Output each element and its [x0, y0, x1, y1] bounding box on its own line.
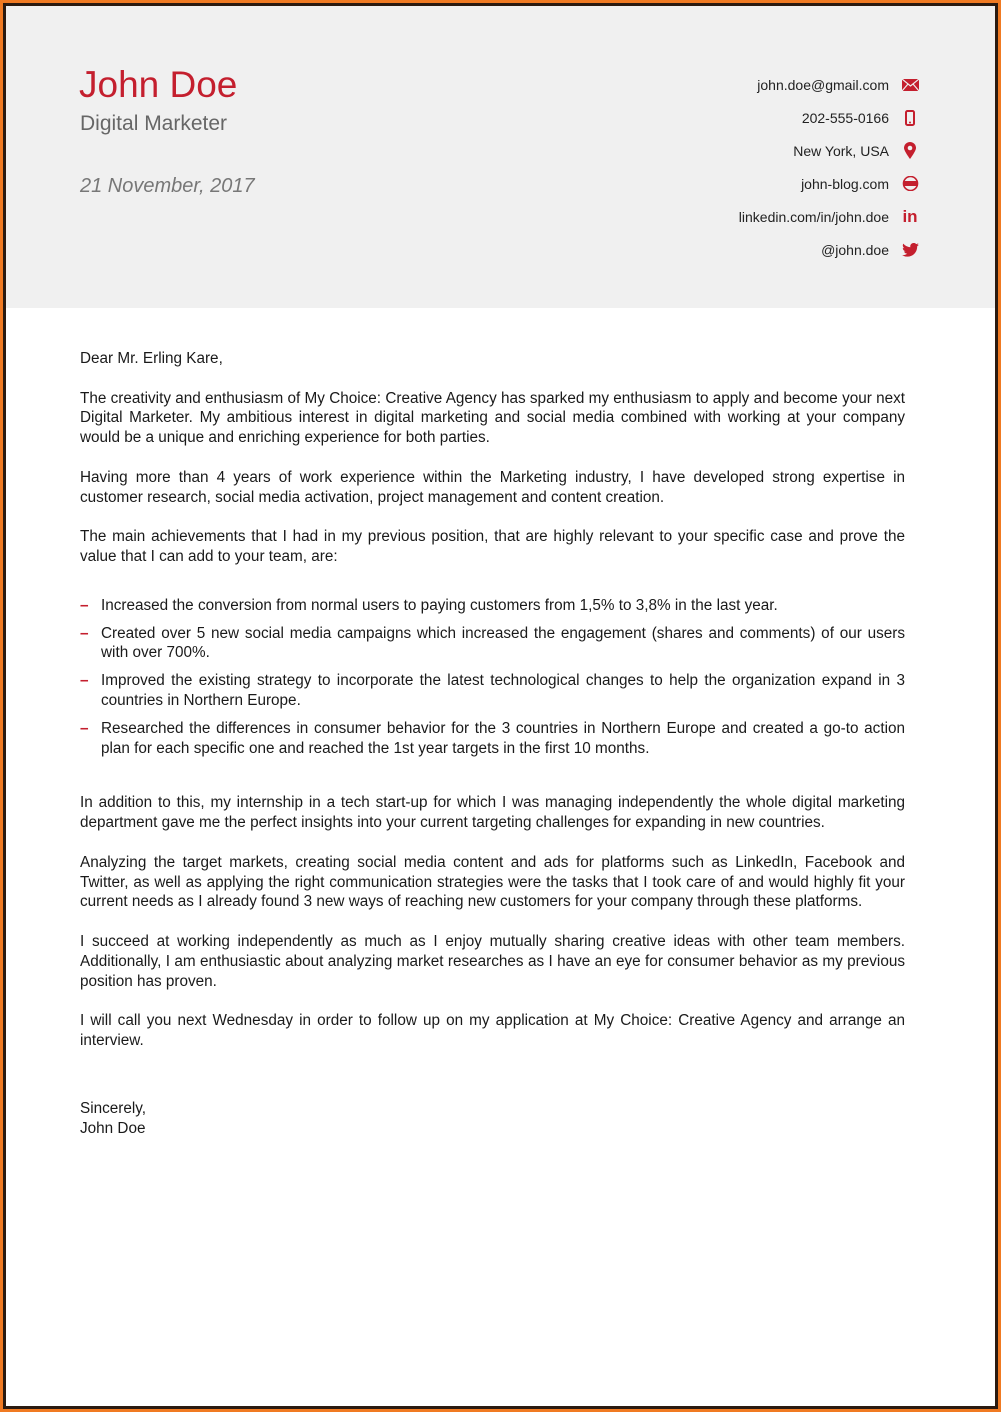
phone-icon: [901, 109, 919, 127]
contact-location[interactable]: [739, 134, 919, 167]
paragraph: The main achievements that I had in my previous position, that are highly relevant to your specific case and prove the value that I can add to your team, are:: [80, 528, 905, 565]
job-title: Digital Marketer: [80, 112, 228, 135]
contact-text: @john.doe: [821, 241, 889, 258]
contact-linkedin[interactable]: [739, 200, 919, 233]
signature: John Doe: [80, 1119, 146, 1137]
achievements-list: [80, 596, 905, 759]
contact-email[interactable]: [739, 68, 919, 101]
contact-text: john.doe@gmail.com: [757, 76, 889, 93]
letter-body: [80, 349, 905, 1138]
list-item: – Created over 5 new social media campaigns which increased the engagement (shares and comments) of our users with over 700%.: [80, 624, 905, 664]
contact-text: New York, USA: [793, 142, 889, 159]
mail-icon: [901, 76, 919, 94]
paragraph: In addition to this, my internship in a tech start-up for which I was managing independently the whole digital marketing department gave me the perfect insights into your current targeting challenges for expanding in new countries.: [80, 794, 905, 832]
twitter-icon: [901, 241, 919, 259]
contact-website[interactable]: [739, 167, 919, 200]
linkedin-icon: in: [902, 206, 918, 226]
contact-list: [739, 68, 919, 266]
closing: Sincerely,: [80, 1099, 147, 1117]
location-icon: [901, 142, 919, 160]
list-item: – Researched the differences in consumer behavior for the 3 countries in Northern Europe and created a go-to action plan for each specific one and reached the 1st year targets in the first 10 months.: [80, 719, 905, 759]
paragraph: I succeed at working independently as much as I enjoy mutually sharing creative ideas with other team members. Additionally, I am enthusiastic about analyzing market researches as I have an eye for consumer behavior as my previous position has proven.: [80, 932, 905, 990]
contact-text: linkedin.com/in/john.doe: [738, 208, 889, 225]
salutation: Dear Mr. Erling Kare,: [80, 350, 223, 367]
cover-letter-page: [6, 6, 995, 1406]
list-item: – Improved the existing strategy to incorporate the latest technological changes to help the organization expand in 3 countries in Northern Europe.: [80, 671, 905, 711]
paragraph: The creativity and enthusiasm of My Choice: Creative Agency has sparked my enthusiasm to apply and become your next Digital Marketer. My ambitious interest in digital marketing and social media combined with working at your company would be a unique and enriching experience for both parties.: [80, 389, 905, 447]
applicant-name: John Doe: [79, 64, 238, 105]
paragraph: Analyzing the target markets, creating social media content and ads for platforms such as LinkedIn, Facebook and Twitter, as well as applying the right communication strategies were the tasks that I took care of and would highly fit your current needs as I already found 3 new ways of reaching new customers for your company through these platforms.: [80, 853, 905, 911]
paragraph: Having more than 4 years of work experience within the Marketing industry, I have developed strong expertise in customer research, social media activation, project management and content creation.: [80, 468, 905, 506]
contact-twitter[interactable]: [739, 233, 919, 266]
contact-text: john-blog.com: [801, 175, 889, 192]
paragraph: I will call you next Wednesday in order to follow up on my application at My Choice: Creative Agency and arrange an interview.: [80, 1012, 905, 1049]
letter-date: 21 November, 2017: [80, 175, 255, 197]
contact-phone[interactable]: [739, 101, 919, 134]
list-item: – Increased the conversion from normal users to paying customers from 1,5% to 3,8% in the last year.: [80, 596, 905, 616]
header: [6, 6, 995, 308]
web-icon: [901, 175, 919, 193]
contact-text: 202-555-0166: [801, 109, 889, 126]
